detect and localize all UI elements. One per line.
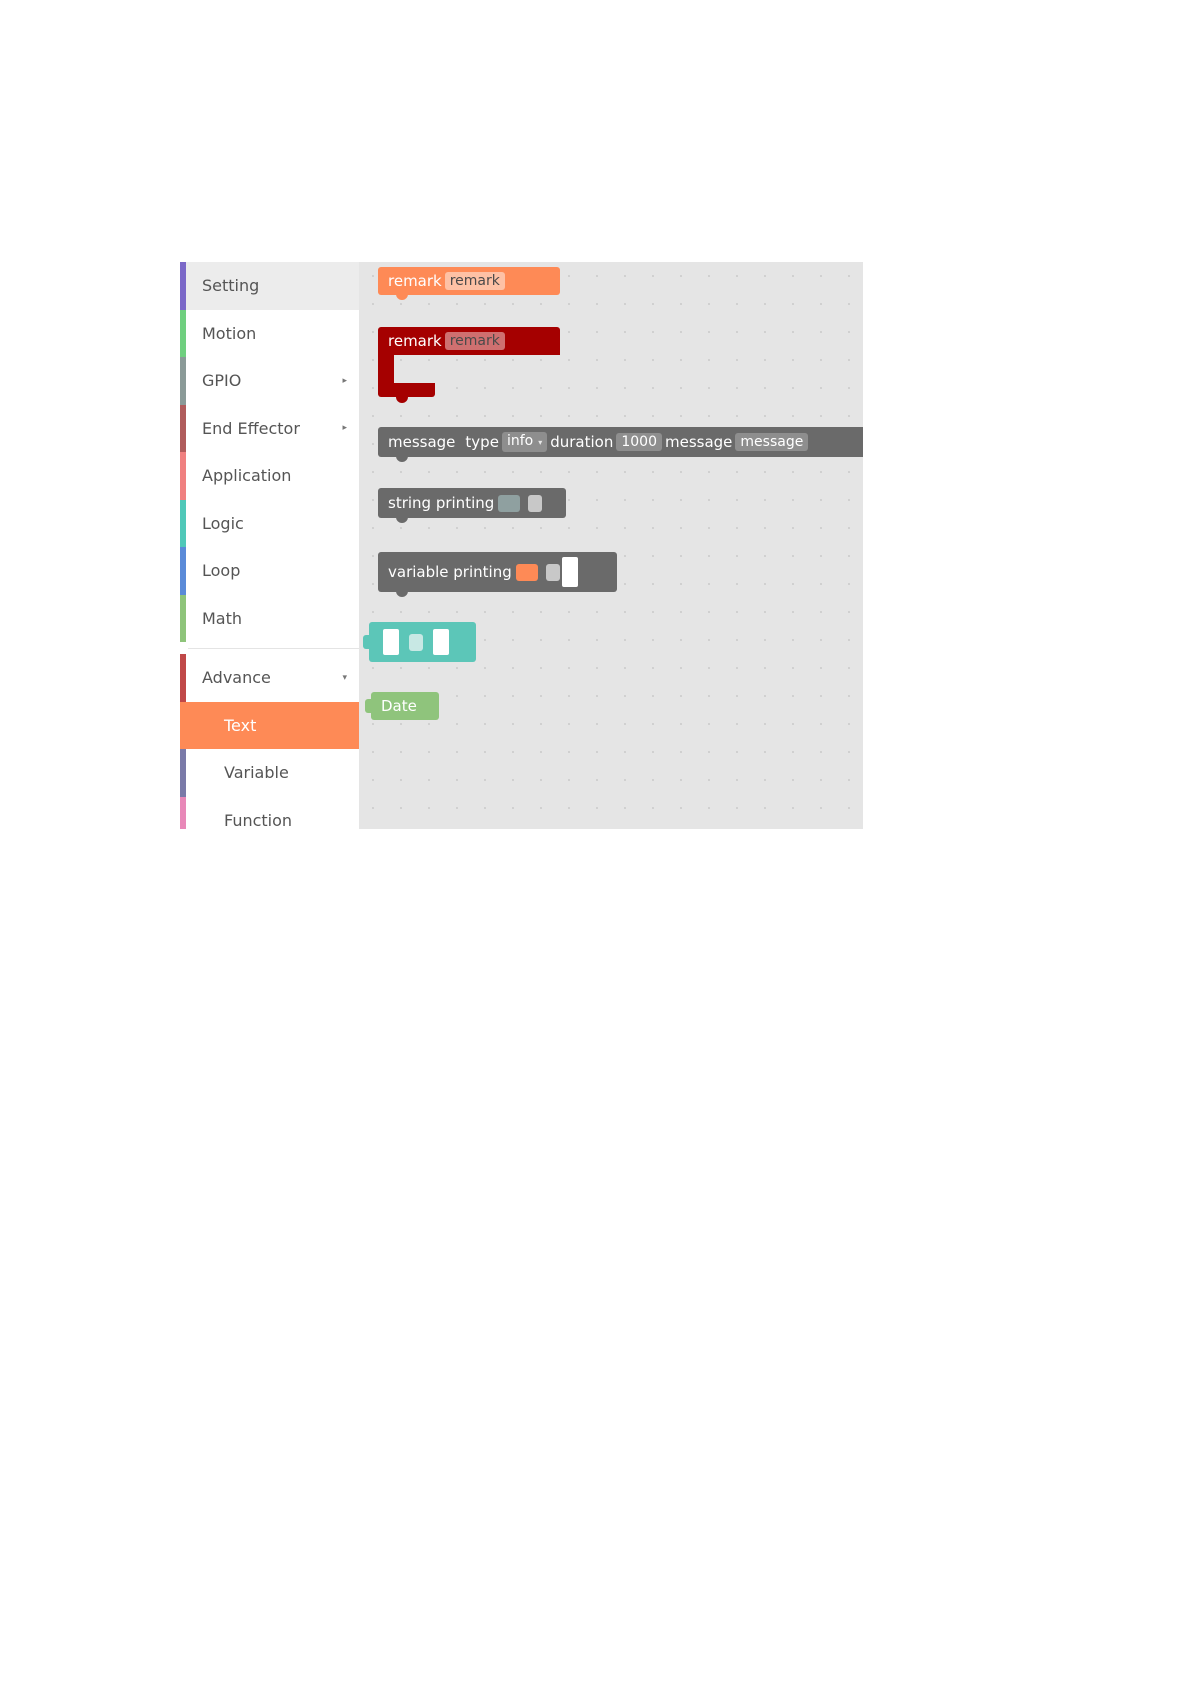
category-color-bar (180, 405, 186, 453)
duration-number-field[interactable]: 1000 (616, 433, 662, 451)
remark-block[interactable] (378, 267, 560, 295)
category-label: Advance (202, 668, 271, 688)
remark-statement-block[interactable] (378, 327, 560, 355)
toolbox-category-gpio[interactable] (180, 357, 359, 405)
variable-input-slot[interactable] (516, 564, 538, 581)
puzzle-input-icon (383, 629, 399, 655)
blockly-editor (180, 262, 863, 829)
category-color-bar (180, 595, 186, 643)
category-color-bar (180, 749, 186, 797)
date-block[interactable] (371, 692, 439, 720)
category-color-bar (180, 500, 186, 548)
category-label: End Effector (202, 418, 300, 438)
category-label: Variable (224, 763, 289, 783)
duration-label: duration (550, 433, 614, 451)
output-connector (363, 635, 371, 649)
block-statement-arm (378, 355, 394, 383)
toolbox-category-math[interactable] (180, 595, 359, 643)
block-keyword: message (388, 433, 456, 451)
category-label: Function (224, 810, 293, 829)
puzzle-input-icon (433, 629, 449, 655)
variable-printing-block[interactable] (378, 552, 617, 592)
type-dropdown-value: info (506, 433, 534, 449)
category-color-bar (180, 357, 186, 405)
block-next-connector (396, 294, 408, 300)
toolbox-category-advance[interactable] (180, 654, 359, 702)
category-label: GPIO (202, 371, 242, 391)
block-next-connector (396, 517, 408, 523)
string-printing-block[interactable] (378, 488, 566, 518)
block-next-connector (396, 591, 408, 597)
toolbox-category-motion[interactable] (180, 310, 359, 358)
block-keyword: remark (388, 332, 442, 350)
chevron-right-icon: ▸ (342, 423, 347, 434)
category-color-bar (180, 262, 186, 310)
category-color-bar (180, 547, 186, 595)
output-connector (365, 699, 373, 713)
message-block[interactable] (378, 427, 863, 457)
toolbox-sidebar (180, 262, 359, 829)
toolbox-category-variable[interactable] (180, 749, 359, 797)
category-label: Text (224, 715, 257, 735)
type-label: type (465, 433, 499, 451)
value-input-slot[interactable] (528, 495, 542, 512)
chevron-down-icon: ▾ (342, 672, 347, 683)
category-label: Logic (202, 513, 244, 533)
type-dropdown[interactable] (502, 432, 547, 452)
block-statement-foot (378, 383, 435, 397)
message-label: message (664, 433, 733, 451)
text-join-block[interactable] (369, 622, 476, 662)
toolbox-category-loop[interactable] (180, 547, 359, 595)
value-input-slot[interactable] (546, 564, 560, 581)
puzzle-input-icon (562, 557, 578, 587)
toolbox-category-end-effector[interactable] (180, 405, 359, 453)
category-color-bar (180, 452, 186, 500)
category-color-bar (180, 654, 186, 702)
toolbox-category-application[interactable] (180, 452, 359, 500)
toolbox-category-logic[interactable] (180, 500, 359, 548)
category-label: Math (202, 608, 243, 628)
string-input-slot[interactable] (498, 495, 520, 512)
value-input-slot[interactable] (409, 634, 423, 651)
toolbox-category-function[interactable] (180, 797, 359, 830)
block-next-connector (396, 456, 408, 462)
toolbox-category-setting[interactable] (180, 262, 359, 310)
category-label: Setting (202, 276, 260, 296)
flyout-workspace[interactable] (359, 262, 863, 829)
remark-text-field[interactable]: remark (445, 272, 505, 290)
category-label: Loop (202, 561, 241, 581)
block-keyword: string printing (388, 494, 495, 512)
block-next-connector (396, 397, 408, 403)
category-color-bar (180, 797, 186, 830)
block-keyword: variable printing (388, 563, 512, 581)
chevron-right-icon: ▸ (342, 375, 347, 386)
category-color-bar (180, 310, 186, 358)
toolbox-separator (180, 642, 359, 654)
block-keyword: remark (388, 272, 442, 290)
dropdown-arrow-icon: ▾ (538, 438, 543, 447)
remark-text-field[interactable]: remark (445, 332, 505, 350)
toolbox-category-text[interactable] (180, 702, 359, 750)
category-label: Application (202, 466, 292, 486)
category-label: Motion (202, 323, 257, 343)
category-color-bar (180, 702, 186, 750)
message-text-field[interactable]: message (735, 433, 808, 451)
block-keyword: Date (381, 697, 417, 715)
